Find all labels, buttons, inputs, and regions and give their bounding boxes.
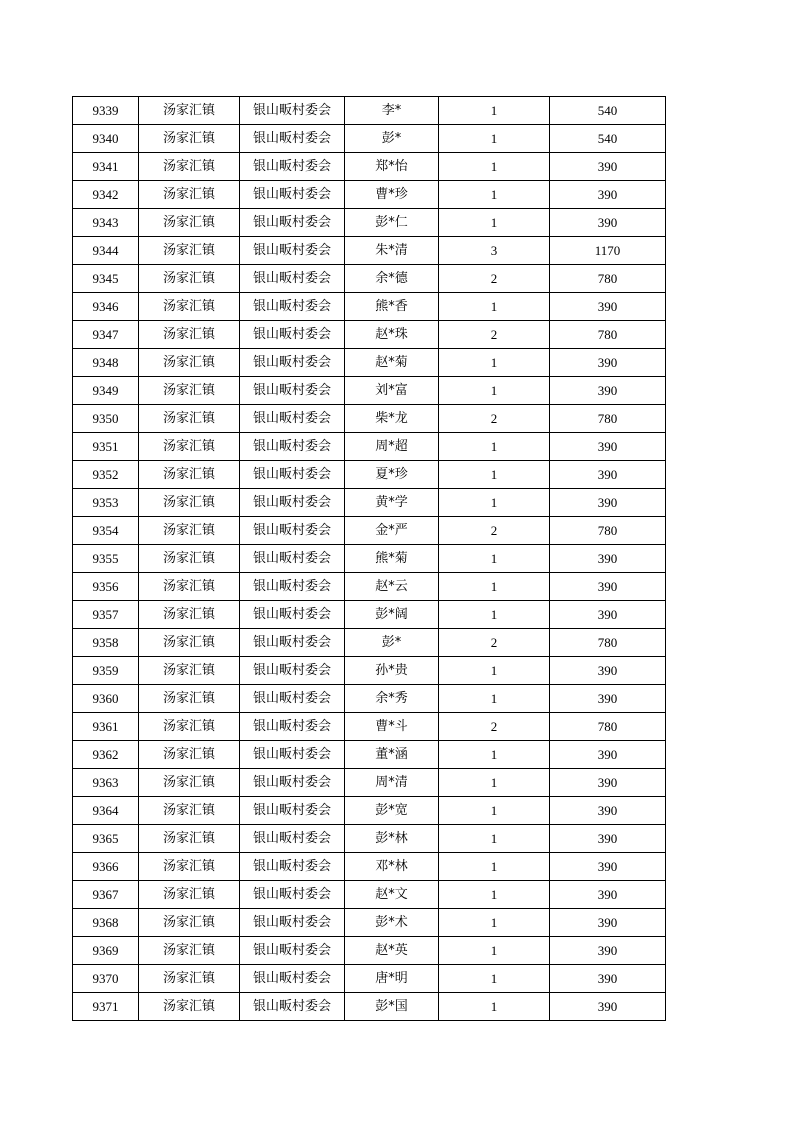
amount-cell: 780	[550, 265, 666, 293]
serial-number-cell: 9365	[73, 825, 139, 853]
town-cell: 汤家汇镇	[139, 881, 240, 909]
name-cell: 彭*术	[345, 909, 439, 937]
amount-cell: 390	[550, 657, 666, 685]
household-count-cell: 2	[439, 321, 550, 349]
town-cell: 汤家汇镇	[139, 489, 240, 517]
village-committee-cell: 银山畈村委会	[240, 377, 345, 405]
table-row	[73, 153, 666, 181]
town-cell: 汤家汇镇	[139, 209, 240, 237]
village-committee-cell: 银山畈村委会	[240, 349, 345, 377]
serial-number-cell: 9342	[73, 181, 139, 209]
table-row	[73, 713, 666, 741]
village-committee-cell: 银山畈村委会	[240, 965, 345, 993]
serial-number-cell: 9361	[73, 713, 139, 741]
village-committee-cell: 银山畈村委会	[240, 153, 345, 181]
town-cell: 汤家汇镇	[139, 601, 240, 629]
serial-number-cell: 9357	[73, 601, 139, 629]
town-cell: 汤家汇镇	[139, 377, 240, 405]
town-cell: 汤家汇镇	[139, 125, 240, 153]
serial-number-cell: 9354	[73, 517, 139, 545]
name-cell: 赵*文	[345, 881, 439, 909]
household-count-cell: 1	[439, 937, 550, 965]
table-row	[73, 265, 666, 293]
household-count-cell: 1	[439, 489, 550, 517]
serial-number-cell: 9339	[73, 97, 139, 125]
town-cell: 汤家汇镇	[139, 713, 240, 741]
household-count-cell: 1	[439, 545, 550, 573]
town-cell: 汤家汇镇	[139, 405, 240, 433]
household-count-cell: 1	[439, 601, 550, 629]
table-row	[73, 769, 666, 797]
name-cell: 彭*仁	[345, 209, 439, 237]
amount-cell: 390	[550, 349, 666, 377]
household-count-cell: 2	[439, 629, 550, 657]
town-cell: 汤家汇镇	[139, 293, 240, 321]
amount-cell: 390	[550, 937, 666, 965]
amount-cell: 390	[550, 573, 666, 601]
amount-cell: 780	[550, 321, 666, 349]
village-committee-cell: 银山畈村委会	[240, 293, 345, 321]
serial-number-cell: 9362	[73, 741, 139, 769]
roster-table-body	[73, 97, 666, 1021]
household-count-cell: 1	[439, 377, 550, 405]
table-row	[73, 881, 666, 909]
table-row	[73, 825, 666, 853]
town-cell: 汤家汇镇	[139, 517, 240, 545]
household-count-cell: 1	[439, 881, 550, 909]
village-committee-cell: 银山畈村委会	[240, 517, 345, 545]
amount-cell: 780	[550, 629, 666, 657]
serial-number-cell: 9356	[73, 573, 139, 601]
name-cell: 夏*珍	[345, 461, 439, 489]
household-count-cell: 1	[439, 573, 550, 601]
table-row	[73, 741, 666, 769]
town-cell: 汤家汇镇	[139, 909, 240, 937]
household-count-cell: 1	[439, 853, 550, 881]
name-cell: 彭*宽	[345, 797, 439, 825]
name-cell: 邓*林	[345, 853, 439, 881]
household-count-cell: 1	[439, 993, 550, 1021]
village-committee-cell: 银山畈村委会	[240, 937, 345, 965]
table-row	[73, 965, 666, 993]
serial-number-cell: 9363	[73, 769, 139, 797]
town-cell: 汤家汇镇	[139, 573, 240, 601]
household-count-cell: 2	[439, 517, 550, 545]
name-cell: 郑*怡	[345, 153, 439, 181]
amount-cell: 390	[550, 545, 666, 573]
name-cell: 熊*香	[345, 293, 439, 321]
household-count-cell: 1	[439, 657, 550, 685]
serial-number-cell: 9346	[73, 293, 139, 321]
household-count-cell: 1	[439, 965, 550, 993]
household-count-cell: 1	[439, 797, 550, 825]
household-count-cell: 2	[439, 265, 550, 293]
amount-cell: 540	[550, 125, 666, 153]
name-cell: 彭*林	[345, 825, 439, 853]
table-row	[73, 377, 666, 405]
amount-cell: 390	[550, 965, 666, 993]
town-cell: 汤家汇镇	[139, 937, 240, 965]
name-cell: 曹*斗	[345, 713, 439, 741]
amount-cell: 390	[550, 293, 666, 321]
village-committee-cell: 银山畈村委会	[240, 601, 345, 629]
table-row	[73, 573, 666, 601]
amount-cell: 390	[550, 433, 666, 461]
village-committee-cell: 银山畈村委会	[240, 265, 345, 293]
household-count-cell: 1	[439, 153, 550, 181]
household-count-cell: 2	[439, 713, 550, 741]
serial-number-cell: 9345	[73, 265, 139, 293]
serial-number-cell: 9364	[73, 797, 139, 825]
table-row	[73, 909, 666, 937]
village-committee-cell: 银山畈村委会	[240, 797, 345, 825]
town-cell: 汤家汇镇	[139, 965, 240, 993]
household-count-cell: 1	[439, 433, 550, 461]
name-cell: 周*超	[345, 433, 439, 461]
serial-number-cell: 9358	[73, 629, 139, 657]
village-committee-cell: 银山畈村委会	[240, 769, 345, 797]
village-committee-cell: 银山畈村委会	[240, 209, 345, 237]
town-cell: 汤家汇镇	[139, 433, 240, 461]
town-cell: 汤家汇镇	[139, 461, 240, 489]
table-row	[73, 321, 666, 349]
serial-number-cell: 9370	[73, 965, 139, 993]
name-cell: 彭*国	[345, 993, 439, 1021]
name-cell: 李*	[345, 97, 439, 125]
table-row	[73, 237, 666, 265]
serial-number-cell: 9367	[73, 881, 139, 909]
table-row	[73, 461, 666, 489]
household-count-cell: 1	[439, 125, 550, 153]
village-committee-cell: 银山畈村委会	[240, 881, 345, 909]
amount-cell: 390	[550, 993, 666, 1021]
table-row	[73, 937, 666, 965]
town-cell: 汤家汇镇	[139, 825, 240, 853]
serial-number-cell: 9366	[73, 853, 139, 881]
serial-number-cell: 9371	[73, 993, 139, 1021]
village-committee-cell: 银山畈村委会	[240, 993, 345, 1021]
serial-number-cell: 9355	[73, 545, 139, 573]
town-cell: 汤家汇镇	[139, 993, 240, 1021]
name-cell: 董*涵	[345, 741, 439, 769]
table-row	[73, 433, 666, 461]
table-row	[73, 545, 666, 573]
amount-cell: 390	[550, 685, 666, 713]
amount-cell: 390	[550, 825, 666, 853]
household-count-cell: 2	[439, 405, 550, 433]
town-cell: 汤家汇镇	[139, 629, 240, 657]
serial-number-cell: 9351	[73, 433, 139, 461]
household-count-cell: 1	[439, 293, 550, 321]
village-committee-cell: 银山畈村委会	[240, 489, 345, 517]
table-row	[73, 97, 666, 125]
village-committee-cell: 银山畈村委会	[240, 629, 345, 657]
village-committee-cell: 银山畈村委会	[240, 97, 345, 125]
town-cell: 汤家汇镇	[139, 321, 240, 349]
village-committee-cell: 银山畈村委会	[240, 713, 345, 741]
village-committee-cell: 银山畈村委会	[240, 545, 345, 573]
name-cell: 赵*云	[345, 573, 439, 601]
name-cell: 柴*龙	[345, 405, 439, 433]
town-cell: 汤家汇镇	[139, 657, 240, 685]
town-cell: 汤家汇镇	[139, 153, 240, 181]
amount-cell: 1170	[550, 237, 666, 265]
village-committee-cell: 银山畈村委会	[240, 825, 345, 853]
serial-number-cell: 9344	[73, 237, 139, 265]
name-cell: 刘*富	[345, 377, 439, 405]
town-cell: 汤家汇镇	[139, 97, 240, 125]
serial-number-cell: 9349	[73, 377, 139, 405]
amount-cell: 390	[550, 881, 666, 909]
town-cell: 汤家汇镇	[139, 797, 240, 825]
village-committee-cell: 银山畈村委会	[240, 741, 345, 769]
village-committee-cell: 银山畈村委会	[240, 573, 345, 601]
town-cell: 汤家汇镇	[139, 181, 240, 209]
household-count-cell: 3	[439, 237, 550, 265]
name-cell: 唐*明	[345, 965, 439, 993]
name-cell: 朱*清	[345, 237, 439, 265]
name-cell: 周*清	[345, 769, 439, 797]
amount-cell: 390	[550, 601, 666, 629]
table-row	[73, 797, 666, 825]
amount-cell: 390	[550, 909, 666, 937]
table-row	[73, 601, 666, 629]
amount-cell: 780	[550, 405, 666, 433]
table-row	[73, 181, 666, 209]
serial-number-cell: 9353	[73, 489, 139, 517]
village-committee-cell: 银山畈村委会	[240, 433, 345, 461]
village-committee-cell: 银山畈村委会	[240, 405, 345, 433]
village-committee-cell: 银山畈村委会	[240, 237, 345, 265]
name-cell: 赵*英	[345, 937, 439, 965]
town-cell: 汤家汇镇	[139, 237, 240, 265]
amount-cell: 390	[550, 153, 666, 181]
household-count-cell: 1	[439, 461, 550, 489]
serial-number-cell: 9368	[73, 909, 139, 937]
village-committee-cell: 银山畈村委会	[240, 909, 345, 937]
serial-number-cell: 9360	[73, 685, 139, 713]
household-count-cell: 1	[439, 685, 550, 713]
name-cell: 孙*贵	[345, 657, 439, 685]
name-cell: 余*德	[345, 265, 439, 293]
amount-cell: 390	[550, 377, 666, 405]
amount-cell: 390	[550, 489, 666, 517]
name-cell: 余*秀	[345, 685, 439, 713]
amount-cell: 390	[550, 461, 666, 489]
serial-number-cell: 9347	[73, 321, 139, 349]
household-count-cell: 1	[439, 909, 550, 937]
town-cell: 汤家汇镇	[139, 853, 240, 881]
table-row	[73, 629, 666, 657]
name-cell: 黄*学	[345, 489, 439, 517]
serial-number-cell: 9341	[73, 153, 139, 181]
table-row	[73, 517, 666, 545]
household-count-cell: 1	[439, 209, 550, 237]
name-cell: 曹*珍	[345, 181, 439, 209]
table-row	[73, 853, 666, 881]
village-committee-cell: 银山畈村委会	[240, 461, 345, 489]
table-row	[73, 349, 666, 377]
table-row	[73, 993, 666, 1021]
village-committee-cell: 银山畈村委会	[240, 181, 345, 209]
table-row	[73, 405, 666, 433]
name-cell: 赵*珠	[345, 321, 439, 349]
amount-cell: 540	[550, 97, 666, 125]
serial-number-cell: 9359	[73, 657, 139, 685]
name-cell: 赵*菊	[345, 349, 439, 377]
serial-number-cell: 9348	[73, 349, 139, 377]
village-committee-cell: 银山畈村委会	[240, 685, 345, 713]
table-row	[73, 125, 666, 153]
amount-cell: 780	[550, 713, 666, 741]
serial-number-cell: 9340	[73, 125, 139, 153]
serial-number-cell: 9352	[73, 461, 139, 489]
name-cell: 彭*	[345, 125, 439, 153]
town-cell: 汤家汇镇	[139, 741, 240, 769]
name-cell: 金*严	[345, 517, 439, 545]
serial-number-cell: 9343	[73, 209, 139, 237]
serial-number-cell: 9350	[73, 405, 139, 433]
roster-table	[72, 96, 666, 1021]
amount-cell: 390	[550, 181, 666, 209]
serial-number-cell: 9369	[73, 937, 139, 965]
amount-cell: 780	[550, 517, 666, 545]
town-cell: 汤家汇镇	[139, 769, 240, 797]
table-row	[73, 489, 666, 517]
name-cell: 熊*菊	[345, 545, 439, 573]
amount-cell: 390	[550, 853, 666, 881]
table-row	[73, 209, 666, 237]
household-count-cell: 1	[439, 349, 550, 377]
village-committee-cell: 银山畈村委会	[240, 125, 345, 153]
village-committee-cell: 银山畈村委会	[240, 321, 345, 349]
town-cell: 汤家汇镇	[139, 685, 240, 713]
household-count-cell: 1	[439, 825, 550, 853]
table-row	[73, 293, 666, 321]
amount-cell: 390	[550, 741, 666, 769]
amount-cell: 390	[550, 209, 666, 237]
amount-cell: 390	[550, 769, 666, 797]
table-row	[73, 685, 666, 713]
amount-cell: 390	[550, 797, 666, 825]
town-cell: 汤家汇镇	[139, 349, 240, 377]
household-count-cell: 1	[439, 769, 550, 797]
table-row	[73, 657, 666, 685]
name-cell: 彭*	[345, 629, 439, 657]
name-cell: 彭*阔	[345, 601, 439, 629]
village-committee-cell: 银山畈村委会	[240, 657, 345, 685]
town-cell: 汤家汇镇	[139, 265, 240, 293]
village-committee-cell: 银山畈村委会	[240, 853, 345, 881]
household-count-cell: 1	[439, 741, 550, 769]
town-cell: 汤家汇镇	[139, 545, 240, 573]
household-count-cell: 1	[439, 97, 550, 125]
household-count-cell: 1	[439, 181, 550, 209]
